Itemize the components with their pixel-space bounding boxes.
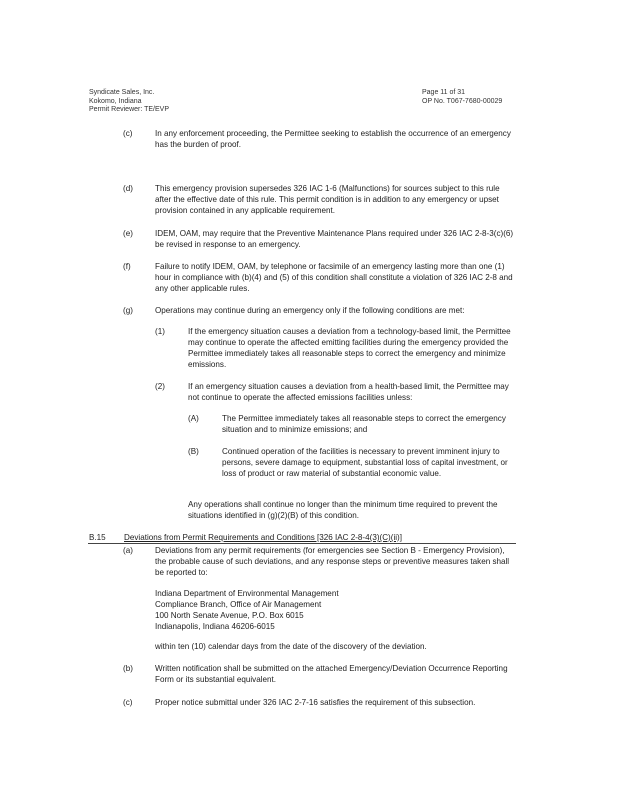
item-g-text: Operations may continue during an emergency only if the following conditions are met: <box>155 306 465 315</box>
header-reviewer: Permit Reviewer: TE/EVP <box>89 106 170 113</box>
b15-within-text: within ten (10) calendar days from the date of the discovery of the deviation. <box>155 642 427 651</box>
item-d-label: (d) <box>123 184 133 193</box>
item-d-text: This emergency provision supersedes 326 IAC 1-6 (Malfunctions) for sources subject to this rule after the effective date of this rule. This permit condition is in addition to any emergency or upset provision contained in any applicable requirement. <box>155 184 500 215</box>
header-left <box>89 89 169 115</box>
header-permit-number: OP No. T067-7680-00029 <box>422 97 503 105</box>
section-title: Deviations from Permit Requirements and Conditions [326 IAC 2-8-4(3)(C)(ii)] <box>124 533 402 542</box>
header-company: Syndicate Sales, Inc. <box>89 89 155 96</box>
address-line: 100 North Senate Avenue, P.O. Box 6015 <box>155 611 304 620</box>
header-page-number: Page 11 of 31 <box>422 89 466 96</box>
b15-b-label: (b) <box>123 664 133 673</box>
item-c-label: (c) <box>123 129 133 138</box>
item-f-text: Failure to notify IDEM, OAM, by telephone or facsimile of an emergency lasting more than one (1) hour in compliance with (b)(4) and (5) of this condition shall constitute a violation of 326 IAC 2-8 and any other applicable rules. <box>155 262 513 293</box>
item-f-label: (f) <box>123 262 131 271</box>
section-number: B.15 <box>89 533 106 542</box>
item-gB-text: Continued operation of the facilities is necessary to prevent imminent injury to persons, severe damage to equipment, substantial loss of capital investment, or loss of product or raw material of substantial economic value. <box>222 447 508 478</box>
header-right <box>422 89 502 106</box>
b15-a-text: Deviations from any permit requirements (for emergencies see Section B - Emergency Provision), the probable cause of such deviations, and any response steps or preventive measures taken shall be reported to: <box>155 546 510 577</box>
item-c-text: In any enforcement proceeding, the Permittee seeking to establish the occurrence of an emergency has the burden of proof. <box>155 129 511 149</box>
item-g2-text: If an emergency situation causes a deviation from a health-based limit, the Permittee may not continue to operate the affected emissions facilities unless: <box>188 382 509 402</box>
b15-c-text: Proper notice submittal under 326 IAC 2-7-16 satisfies the requirement of this subsection. <box>155 698 476 707</box>
item-g2-label: (2) <box>155 382 165 391</box>
item-gB-label: (B) <box>188 447 199 456</box>
b15-a-label: (a) <box>123 546 133 555</box>
item-gA-text: The Permittee immediately takes all reasonable steps to correct the emergency situation and to minimize emissions; and <box>222 414 506 434</box>
item-e-label: (e) <box>123 229 133 238</box>
address-line: Indiana Department of Environmental Management <box>155 589 339 598</box>
address-line: Indianapolis, Indiana 46206-6015 <box>155 622 275 631</box>
header-city: Kokomo, Indiana <box>89 97 142 105</box>
item-g-tail: Any operations shall continue no longer than the minimum time required to prevent the situations identified in (g)(2)(B) of this condition. <box>188 500 498 520</box>
b15-c-label: (c) <box>123 698 133 707</box>
section-rule <box>88 543 516 544</box>
b15-b-text: Written notification shall be submitted on the attached Emergency/Deviation Occurrence Reporting Form or its substantial equivalent. <box>155 664 508 684</box>
item-gA-label: (A) <box>188 414 199 423</box>
address-block <box>155 588 517 632</box>
item-g-label: (g) <box>123 306 133 315</box>
item-g1-text: If the emergency situation causes a deviation from a technology-based limit, the Permittee may continue to operate the affected emitting facilities during the emergency provided the Permittee immediately takes all reasonable steps to correct the emergency and minimize emissions. <box>188 327 511 369</box>
item-g1-label: (1) <box>155 327 165 336</box>
address-line: Compliance Branch, Office of Air Management <box>155 600 322 609</box>
item-e-text: IDEM, OAM, may require that the Preventive Maintenance Plans required under 326 IAC 2-8-3(c)(6) be revised in response to an emergency. <box>155 229 514 249</box>
